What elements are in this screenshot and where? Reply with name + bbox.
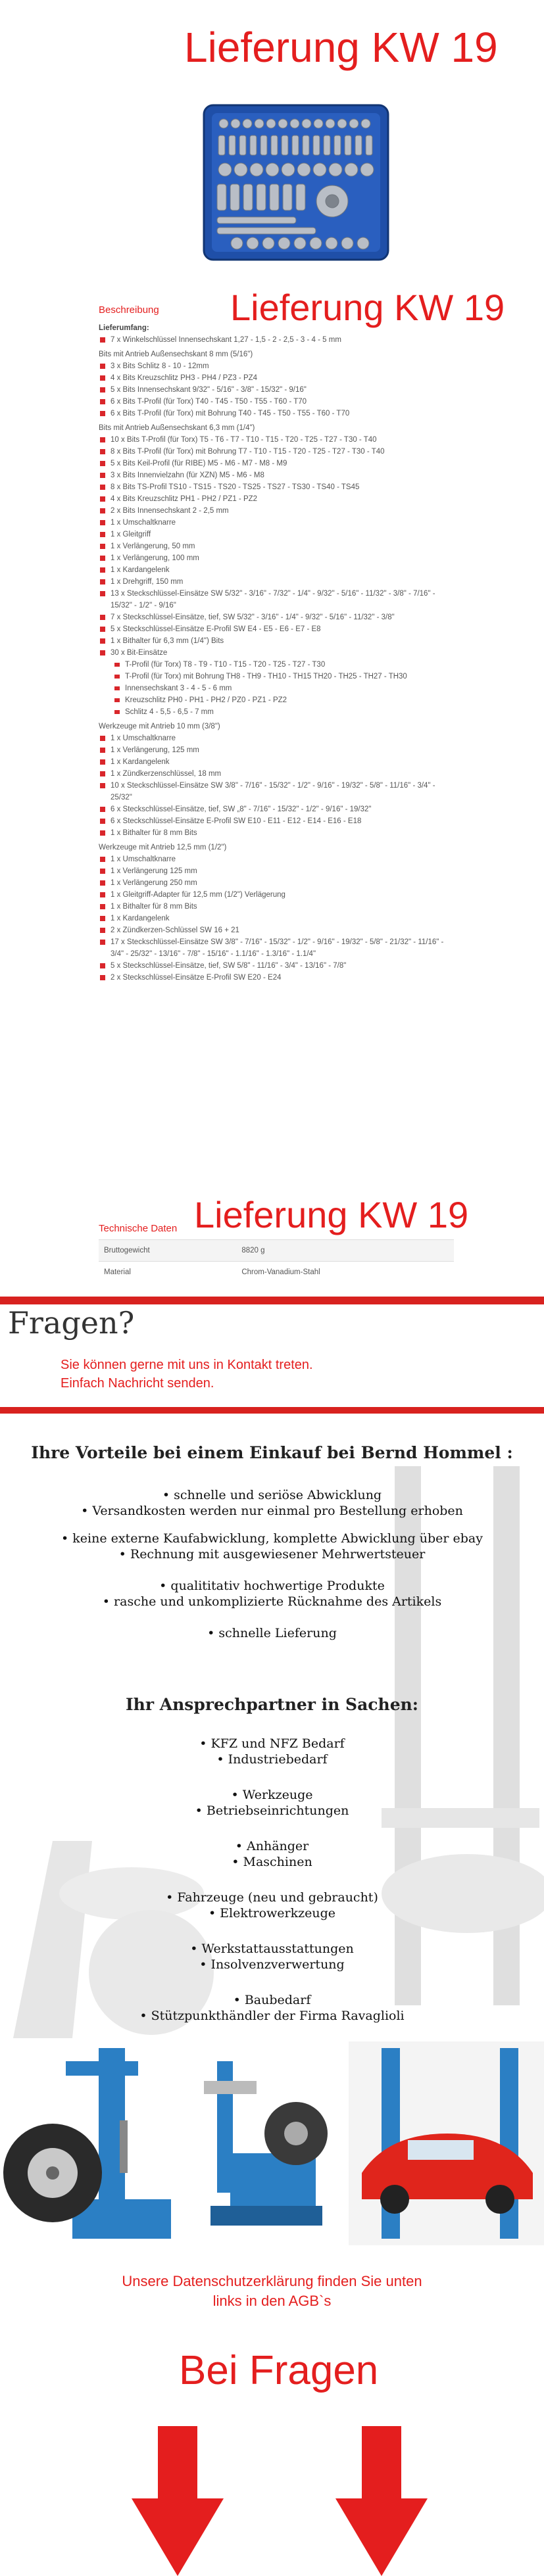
bullet-square-icon [100,807,105,812]
bullet-square-icon [100,461,105,466]
scope-item [99,924,454,936]
bullet-square-icon [100,591,105,596]
scope-item-text: 1 x Bithalter für 8 mm Bits [111,829,197,837]
scope-section-label: Bits mit Antrieb Außensechskant 8 mm (5/16") [99,350,253,358]
scope-item-text: 1 x Bithalter für 6,3 mm (1/4") Bits [111,637,224,645]
bullet-square-icon [100,627,105,632]
tech-data-table [99,1239,454,1283]
scope-item-text: T-Profil (für Torx) T8 - T9 - T10 - T15 - T20 - T25 - T27 - T30 [125,661,326,669]
scope-item-text: 1 x Verlängerung, 125 mm [111,746,199,754]
tech-label: Material [99,1262,236,1283]
scope-item [99,936,454,960]
vorteile-item: • schnelle Lieferung [207,1626,337,1640]
scope-section-label: Werkzeuge mit Antrieb 10 mm (3/8") [99,723,220,730]
scope-item [99,529,454,540]
scope-item-text: 10 x Bits T-Profil (für Torx) T5 - T6 - T7 - T10 - T15 - T20 - T25 - T27 - T30 - T40 [111,436,377,444]
scope-item [99,505,454,517]
bullet-square-icon [100,615,105,620]
scope-item-text: 1 x Bithalter für 8 mm Bits [111,903,197,911]
scope-item [99,780,454,803]
bullet-square-icon [100,375,105,381]
bullet-square-icon [100,532,105,537]
balancer-photo [191,2041,342,2245]
scope-item [99,744,454,756]
scope-item-text: Schlitz 4 - 5,5 - 6,5 - 7 mm [125,708,214,716]
privacy-line-2: links in den AGB`s [212,2293,332,2309]
scope-item [99,334,454,346]
partner-item: • Baubedarf [233,1993,311,2007]
scope-item [99,611,454,623]
tire-changer-photo [0,2041,184,2245]
bullet-square-icon [100,437,105,442]
scope-item [99,408,454,419]
scope-subitem [99,671,454,682]
arrow-down-right-icon [335,2426,428,2576]
scope-item-text: 6 x Bits T-Profil (für Torx) mit Bohrung T40 - T45 - T50 - T55 - T60 - T70 [111,410,350,417]
scope-item [99,803,454,815]
scope-item [99,815,454,827]
bei-fragen-heading: Bei Fragen [179,2348,379,2393]
partner-item: • KFZ und NFZ Bedarf [199,1736,345,1751]
scope-item-text: 1 x Verlängerung 250 mm [111,879,197,887]
scope-item-text: 1 x Drehgriff, 150 mm [111,578,184,586]
fragen-heading: Fragen? [8,1305,135,1341]
bullet-square-icon [100,387,105,393]
partner-item: • Insolvenzverwertung [199,1957,345,1972]
arrow-down-left-icon [132,2426,224,2576]
privacy-notice [0,2272,544,2311]
scope-item-text: 1 x Verlängerung, 50 mm [111,542,195,550]
scope-subitem [99,659,454,671]
partner-item: • Stützpunkthändler der Firma Ravaglioli [139,2009,405,2023]
scope-item-text: 8 x Bits TS-Profil TS10 - TS15 - TS20 - TS25 - TS27 - TS30 - TS40 - TS45 [111,483,360,491]
partner-heading: Ihr Ansprechpartner in Sachen: [125,1695,419,1714]
divider-bar-top [0,1297,544,1304]
scope-item-text: 1 x Umschaltknarre [111,519,176,527]
scope-item-text: 2 x Bits Innensechskant 2 - 2,5 mm [111,507,229,515]
bullet-square-icon [100,819,105,824]
product-image-toolbox [197,97,395,272]
scope-item-text: 1 x Gleitgriff-Adapter für 12,5 mm (1/2") Verlägerung [111,891,285,899]
tech-value: 8820 g [236,1240,454,1262]
scope-subitem [99,694,454,706]
table-row [99,1240,454,1262]
scope-item-text: 17 x Steckschlüssel-Einsätze SW 3/8" - 7/16" - 15/32" - 1/2" - 9/16" - 19/32" - 5/8" - 21/32" - 11/16" - 3/4" - 25/32" - 13/16" - 7/8" - 15/16" - 1.1/16" - 1.3/16" - 1.1/4" [111,938,444,958]
scope-item-text: 7 x Winkelschlüssel Innensechskant 1,27 - 1,5 - 2 - 2,5 - 3 - 4 - 5 mm [111,336,341,344]
bullet-square-icon [100,473,105,478]
partner-item: • Elektrowerkzeuge [208,1906,336,1920]
scope-item [99,588,454,611]
bullet-square-icon [100,449,105,454]
bullet-square-icon [100,736,105,741]
bullet-square-icon [100,759,105,765]
scope-item [99,372,454,384]
delivery-banner-middle: Lieferung KW 19 [230,287,505,328]
scope-item-text: 1 x Verlängerung 125 mm [111,867,197,875]
bullet-square-icon [100,399,105,404]
description-title: Beschreibung [99,304,159,316]
bullet-square-icon [100,337,105,343]
partner-item: • Betriebseinrichtungen [195,1803,349,1818]
vorteile-item: • Rechnung mit ausgewiesener Mehrwertsteuer [118,1547,426,1562]
table-row [99,1262,454,1283]
scope-list [99,334,454,984]
scope-item-text: Kreuzschlitz PH0 - PH1 - PH2 / PZ0 - PZ1 - PZ2 [125,696,287,704]
scope-item [99,434,454,446]
scope-item [99,635,454,647]
scope-item-text: 8 x Bits T-Profil (für Torx) mit Bohrung T7 - T10 - T15 - T20 - T25 - T27 - T30 - T40 [111,448,385,456]
description-content [99,322,454,984]
bullet-square-icon [100,928,105,933]
delivery-banner-top: Lieferung KW 19 [184,24,498,71]
scope-item [99,647,454,659]
scope-item [99,481,454,493]
scope-item-text: 10 x Steckschlüssel-Einsätze SW 3/8" - 7/16" - 15/32" - 1/2" - 9/16" - 19/32" - 5/8" - 11/16" - 3/4" - 25/32" [111,782,435,801]
bullet-square-icon [100,940,105,945]
bullet-square-icon [100,892,105,897]
divider-bar-bottom [0,1407,544,1414]
bullet-square-icon [100,508,105,513]
toolbox-illustration [197,97,395,272]
bullet-square-icon [100,963,105,968]
bullet-square-icon [114,675,120,679]
scope-item-text: 30 x Bit-Einsätze [111,649,168,657]
scope-item-text: 1 x Verlängerung, 100 mm [111,554,199,562]
scope-item-text: 1 x Zündkerzenschlüssel, 18 mm [111,770,222,778]
scope-item-text: 5 x Steckschlüssel-Einsätze E-Profil SW E4 - E5 - E6 - E7 - E8 [111,625,321,633]
scope-item [99,732,454,744]
scope-item [99,877,454,889]
scope-item-text: T-Profil (für Torx) mit Bohrung TH8 - TH9 - TH10 - TH15 TH20 - TH25 - TH27 - TH30 [125,673,407,680]
privacy-line-1: Unsere Datenschutzerklärung finden Sie unten [122,2273,422,2289]
bullet-square-icon [100,411,105,416]
bullet-square-icon [100,830,105,836]
scope-item-text: 1 x Kardangelenk [111,566,170,574]
partner-item: • Anhänger [235,1839,309,1853]
scope-item [99,901,454,913]
vorteile-item: • Versandkosten werden nur einmal pro Bestellung erhoben [81,1504,463,1518]
bullet-square-icon [100,904,105,909]
bullet-square-icon [100,975,105,980]
bullet-square-icon [100,650,105,656]
bullet-square-icon [100,364,105,369]
bullet-square-icon [100,857,105,862]
scope-item-text: 5 x Steckschlüssel-Einsätze, tief, SW 5/8" - 11/16" - 3/4" - 13/16" - 7/8" [111,962,347,970]
bullet-square-icon [114,686,120,690]
vorteile-heading: Ihre Vorteile bei einem Einkauf bei Bernd Hommel : [31,1443,513,1462]
scope-item-text: 1 x Kardangelenk [111,758,170,766]
bullet-square-icon [100,771,105,776]
bullet-square-icon [100,880,105,886]
scope-section-label: Bits mit Antrieb Außensechskant 6,3 mm (1/4") [99,424,255,432]
scope-item [99,827,454,839]
partner-item: • Werkzeuge [231,1788,313,1802]
bullet-square-icon [100,544,105,549]
scope-item-text: 4 x Bits Kreuzschlitz PH3 - PH4 / PZ3 - PZ4 [111,374,258,382]
bullet-square-icon [100,869,105,874]
scope-item [99,564,454,576]
tech-value: Chrom-Vanadium-Stahl [236,1262,454,1283]
scope-item [99,517,454,529]
bullet-square-icon [100,748,105,753]
scope-item [99,469,454,481]
vorteile-item: • keine externe Kaufabwicklung, komplette Abwicklung über ebay [61,1531,483,1546]
scope-item [99,493,454,505]
scope-section-label: Werkzeuge mit Antrieb 12,5 mm (1/2") [99,844,227,851]
scope-item-text: 2 x Steckschlüssel-Einsätze E-Profil SW E20 - E24 [111,974,282,982]
scope-item [99,552,454,564]
scope-item [99,756,454,768]
scope-subitem [99,682,454,694]
scope-item-text: Innensechskant 3 - 4 - 5 - 6 mm [125,684,232,692]
tech-label: Bruttogewicht [99,1240,236,1262]
bullet-square-icon [114,710,120,714]
scope-item [99,889,454,901]
scope-item-text: 1 x Umschaltknarre [111,734,176,742]
partner-item: • Maschinen [232,1855,312,1869]
scope-item-text: 3 x Bits Innenvielzahn (für XZN) M5 - M6 - M8 [111,471,264,479]
scope-item [99,384,454,396]
bullet-square-icon [100,485,105,490]
scope-item [99,576,454,588]
scope-item-text: 5 x Bits Innensechskant 9/32" - 5/16" - 3/8" - 15/32" - 9/16" [111,386,307,394]
bullet-square-icon [100,556,105,561]
scope-item [99,853,454,865]
scope-item-text: 7 x Steckschlüssel-Einsätze, tief, SW 5/32" - 3/16" - 1/4" - 9/32" - 5/16" - 11/32" - 3/8" [111,613,395,621]
scope-item-text: 6 x Steckschlüssel-Einsätze E-Profil SW E10 - E11 - E12 - E14 - E16 - E18 [111,817,362,825]
bullet-square-icon [100,783,105,788]
bullet-square-icon [100,496,105,502]
scope-item [99,865,454,877]
scope-item-text: 1 x Kardangelenk [111,915,170,922]
scope-item-text: 6 x Steckschlüssel-Einsätze, tief, SW „8" - 7/16" - 15/32" - 1/2" - 9/16" - 19/32" [111,805,372,813]
vorteile-item: • rasche und unkomplizierte Rücknahme des Artikels [102,1594,442,1609]
scope-item [99,768,454,780]
scope-item [99,446,454,458]
partner-item: • Fahrzeuge (neu und gebraucht) [166,1890,378,1905]
bullet-square-icon [100,567,105,573]
scope-item-text: 13 x Steckschlüssel-Einsätze SW 5/32" - 3/16" - 7/32" - 1/4" - 9/32" - 5/16" - 11/32" - 3/8" - 7/16" - 15/32" - 1/2" - 9/16" [111,590,435,609]
bullet-square-icon [100,520,105,525]
scope-item-text: 6 x Bits T-Profil (für Torx) T40 - T45 - T50 - T55 - T60 - T70 [111,398,307,406]
bullet-square-icon [100,579,105,584]
vorteile-item: • qualititativ hochwertige Produkte [159,1579,385,1593]
scope-item [99,360,454,372]
scope-item [99,960,454,972]
tech-data-title: Technische Daten [99,1223,178,1234]
delivery-banner-bottom: Lieferung KW 19 [194,1194,469,1235]
partner-item: • Industriebedarf [216,1752,328,1767]
fragen-text [61,1356,313,1393]
fragen-line-2: Einfach Nachricht senden. [61,1376,214,1391]
scope-item-text: 3 x Bits Schlitz 8 - 10 - 12mm [111,362,209,370]
partner-item: • Werkstattausstattungen [190,1942,354,1956]
scope-item [99,623,454,635]
scope-item [99,458,454,469]
scope-item-text: 1 x Gleitgriff [111,531,151,538]
bullet-square-icon [100,638,105,644]
scope-item-text: 4 x Bits Kreuzschlitz PH1 - PH2 / PZ1 - PZ2 [111,495,258,503]
scope-item-text: 1 x Umschaltknarre [111,855,176,863]
bullet-square-icon [114,663,120,667]
scope-subitem [99,706,454,718]
scope-label: Lieferumfang: [99,324,149,332]
car-lift-photo [349,2041,544,2245]
bullet-square-icon [114,698,120,702]
bullet-square-icon [100,916,105,921]
scope-item-text: 2 x Zündkerzen-Schlüssel SW 16 + 21 [111,926,239,934]
scope-item [99,540,454,552]
fragen-line-1: Sie können gerne mit uns in Kontakt treten. [61,1358,313,1372]
vorteile-item: • schnelle und seriöse Abwicklung [162,1488,382,1502]
scope-item [99,913,454,924]
scope-item-text: 5 x Bits Keil-Profil (für RIBE) M5 - M6 - M7 - M8 - M9 [111,460,287,467]
scope-item [99,972,454,984]
scope-item [99,396,454,408]
